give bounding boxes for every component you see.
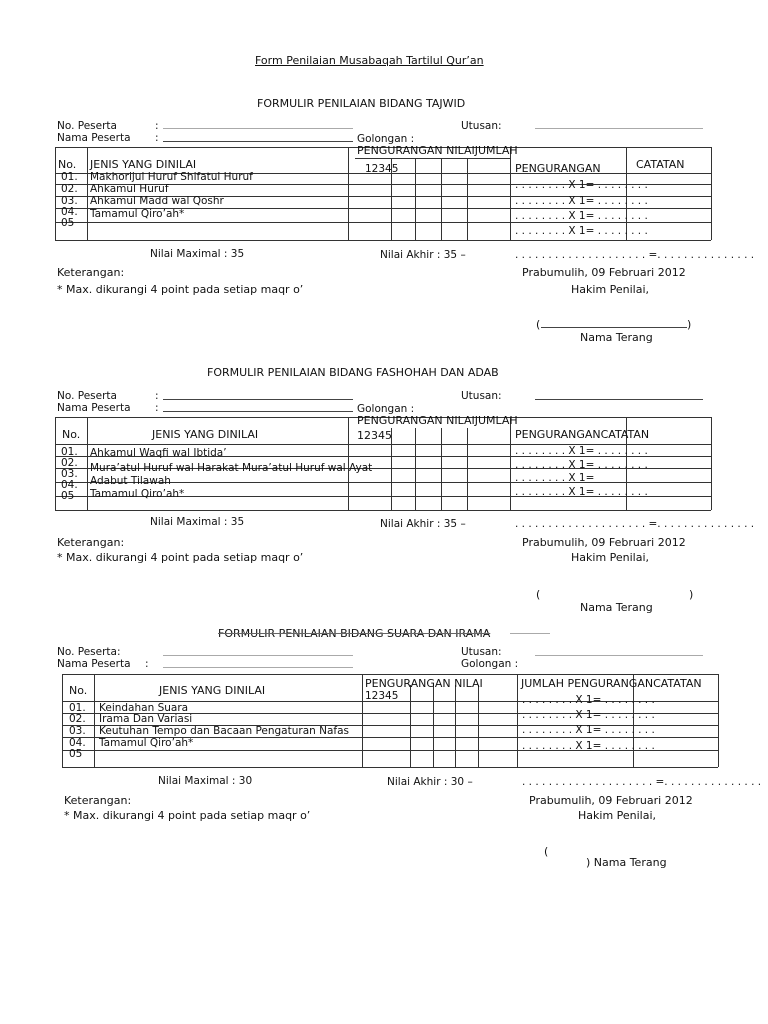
item-label: Adabut Tilawah: [90, 475, 171, 487]
col-digits: 12345: [365, 690, 399, 702]
colon: :: [145, 658, 149, 670]
item-label: Ahkamul Waqfi wal Ibtida’: [90, 447, 227, 459]
utusan-label: Utusan:: [461, 120, 502, 132]
utusan-label: Utusan:: [461, 646, 502, 658]
note: * Max. dikurangi 4 point pada setiap maqr o’: [64, 809, 311, 822]
keterangan-label: Keterangan:: [57, 266, 125, 279]
row-num: 04.: [69, 737, 86, 749]
col-digits: 12345: [365, 163, 399, 175]
golongan-label: Golongan :: [357, 403, 415, 415]
note: * Max. dikurangi 4 point pada setiap maqr o’: [57, 283, 304, 296]
paren-open: (: [536, 588, 541, 601]
no-peserta-field[interactable]: [163, 128, 353, 129]
signature-line[interactable]: [541, 327, 687, 328]
nama-terang: Nama Terang: [580, 601, 653, 614]
no-peserta-field[interactable]: [163, 399, 353, 400]
row-num: 05: [61, 217, 75, 229]
col-pengurangan-nilai-jumlah: PENGURANGAN NILAIJUMLAH: [357, 414, 518, 427]
row-num: 04.: [61, 206, 78, 218]
heading-rule: [510, 633, 550, 634]
item-label: Ahkamul Madd wal Qoshr: [90, 195, 224, 207]
colon: :: [155, 402, 159, 414]
nama-peserta-field[interactable]: [163, 411, 353, 412]
item-label: Tamamul Qiro’ah*: [90, 488, 185, 500]
utusan-field[interactable]: [535, 655, 703, 656]
col-jenis: JENIS YANG DINILAI: [90, 158, 197, 171]
col-jumlah-pengurangan-catatan: JUMLAH PENGURANGANCATATAN: [521, 677, 702, 690]
item-label: Mura’atul Huruf wal Harakat Mura’atul Huruf wal Ayat: [90, 462, 373, 474]
mark-row[interactable]: . . . . . . . . X 1= . . . . . . . .: [515, 179, 648, 191]
colon: :: [155, 120, 159, 132]
nama-terang: Nama Terang: [580, 331, 653, 344]
nilai-akhir: Nilai Akhir : 30 –: [387, 776, 473, 788]
row-num: 03.: [61, 468, 78, 480]
mark-row[interactable]: . . . . . . . . X 1= . . . . . . . .: [515, 486, 648, 498]
no-peserta-label: No. Peserta: [57, 120, 117, 132]
no-peserta-label: No. Peserta: [57, 390, 117, 402]
hakim-label: Hakim Penilai,: [571, 551, 650, 564]
mark-row[interactable]: . . . . . . . . X 1= . . . . . . . .: [522, 709, 655, 721]
item-label: Tamamul Qiro’ah*: [99, 737, 194, 749]
note: * Max. dikurangi 4 point pada setiap maqr o’: [57, 551, 304, 564]
nilai-maximal: Nilai Maximal : 35: [150, 516, 245, 528]
no-peserta-label: No. Peserta:: [57, 646, 121, 658]
colon: :: [155, 132, 159, 144]
mark-row[interactable]: . . . . . . . . X 1= . . . . . . . .: [515, 445, 648, 457]
keterangan-label: Keterangan:: [57, 536, 125, 549]
nama-peserta-field[interactable]: [163, 141, 353, 142]
tajwid-heading: FORMULIR PENILAIAN BIDANG TAJWID: [257, 97, 466, 110]
keterangan-label: Keterangan:: [64, 794, 132, 807]
nilai-maximal: Nilai Maximal : 30: [158, 775, 253, 787]
mark-row[interactable]: . . . . . . . . X 1= . . . . . . . .: [515, 459, 648, 471]
nilai-akhir-field[interactable]: . . . . . . . . . . . . . . . . . . . . =. . . . . . . . . . . . . . .: [515, 518, 755, 530]
mark-row[interactable]: . . . . . . . . X 1= . . . . . . . .: [522, 740, 655, 752]
row-num: 02.: [61, 183, 78, 195]
row-num: 01.: [61, 446, 78, 458]
row-num: 04.: [61, 479, 78, 491]
utusan-label: Utusan:: [461, 390, 502, 402]
row-num: 02.: [61, 457, 78, 469]
row-num: 05: [61, 490, 75, 502]
row-num: 05: [69, 748, 83, 760]
item-label: Ahkamul Huruf: [90, 183, 169, 195]
suara-heading: FORMULIR PENILAIAN BIDANG SUARA DAN IRAMA: [218, 627, 491, 640]
place-date: Prabumulih, 09 Februari 2012: [522, 266, 686, 279]
col-pengurangan-nilai: PENGURANGAN NILAI: [365, 677, 483, 690]
hakim-label: Hakim Penilai,: [571, 283, 650, 296]
paren-close: ): [687, 318, 692, 331]
item-label: Irama Dan Variasi: [99, 713, 193, 725]
col-pengurangan-catatan: PENGURANGANCATATAN: [515, 428, 650, 441]
nama-peserta-label: Nama Peserta: [57, 658, 131, 670]
nilai-akhir: Nilai Akhir : 35 –: [380, 249, 466, 261]
item-label: Makhorijul Huruf Shifatul Huruf: [90, 171, 253, 183]
item-label: Tamamul Qiro’ah*: [90, 208, 185, 220]
col-pengurangan: PENGURANGAN: [515, 162, 601, 175]
no-peserta-field[interactable]: [163, 655, 353, 656]
colon: :: [155, 390, 159, 402]
page-title: Form Penilaian Musabaqah Tartilul Qur’an: [255, 54, 484, 67]
nilai-maximal: Nilai Maximal : 35: [150, 248, 245, 260]
mark-row[interactable]: . . . . . . . . X 1= . . . . . . . .: [515, 210, 648, 222]
item-label: Keindahan Suara: [99, 702, 189, 714]
nilai-akhir: Nilai Akhir : 35 –: [380, 518, 466, 530]
mark-row[interactable]: . . . . . . . . X 1= . . . . . . . .: [515, 195, 648, 207]
paren-open: (: [536, 318, 541, 331]
nama-peserta-field[interactable]: [163, 667, 353, 668]
col-pengurangan-nilai-jumlah: PENGURANGAN NILAIJUMLAH: [357, 144, 518, 157]
mark-row[interactable]: . . . . . . . . X 1= . . . . . . . .: [522, 724, 655, 736]
col-no: No.: [58, 158, 77, 171]
place-date: Prabumulih, 09 Februari 2012: [522, 536, 686, 549]
nilai-akhir-field[interactable]: . . . . . . . . . . . . . . . . . . . . =. . . . . . . . . . . . . . .: [522, 776, 762, 788]
mark-row[interactable]: . . . . . . . . X 1= . . . . . . . .: [515, 225, 648, 237]
col-no: No.: [62, 428, 81, 441]
col-catatan: CATATAN: [636, 158, 685, 171]
nama-terang: ) Nama Terang: [586, 856, 667, 869]
hakim-label: Hakim Penilai,: [578, 809, 657, 822]
nama-peserta-label: Nama Peserta: [57, 402, 131, 414]
item-label: Keutuhan Tempo dan Bacaan Pengaturan Nafas: [99, 725, 350, 737]
col-digits: 12345: [357, 429, 392, 442]
fashohah-heading: FORMULIR PENILAIAN BIDANG FASHOHAH DAN ADAB: [207, 366, 499, 379]
row-num: 03.: [61, 195, 78, 207]
golongan-label: Golongan :: [357, 133, 415, 145]
paren-close: ): [689, 588, 694, 601]
mark-row[interactable]: . . . . . . . . X 1=: [515, 472, 595, 484]
nilai-akhir-field[interactable]: . . . . . . . . . . . . . . . . . . . . =. . . . . . . . . . . . . . .: [515, 249, 755, 261]
paren-open: (: [544, 845, 549, 858]
col-no: No.: [69, 684, 88, 697]
row-num: 01.: [69, 702, 86, 714]
nama-peserta-label: Nama Peserta: [57, 132, 131, 144]
row-num: 03.: [69, 725, 86, 737]
mark-row[interactable]: . . . . . . . . X 1= . . . . . . . .: [522, 694, 655, 706]
row-num: 01.: [61, 171, 78, 183]
golongan-label: Golongan :: [461, 658, 519, 670]
utusan-field[interactable]: [535, 128, 703, 129]
utusan-field[interactable]: [535, 399, 703, 400]
col-jenis: JENIS YANG DINILAI: [159, 684, 266, 697]
col-jenis: JENIS YANG DINILAI: [152, 428, 259, 441]
place-date: Prabumulih, 09 Februari 2012: [529, 794, 693, 807]
row-num: 02.: [69, 713, 86, 725]
